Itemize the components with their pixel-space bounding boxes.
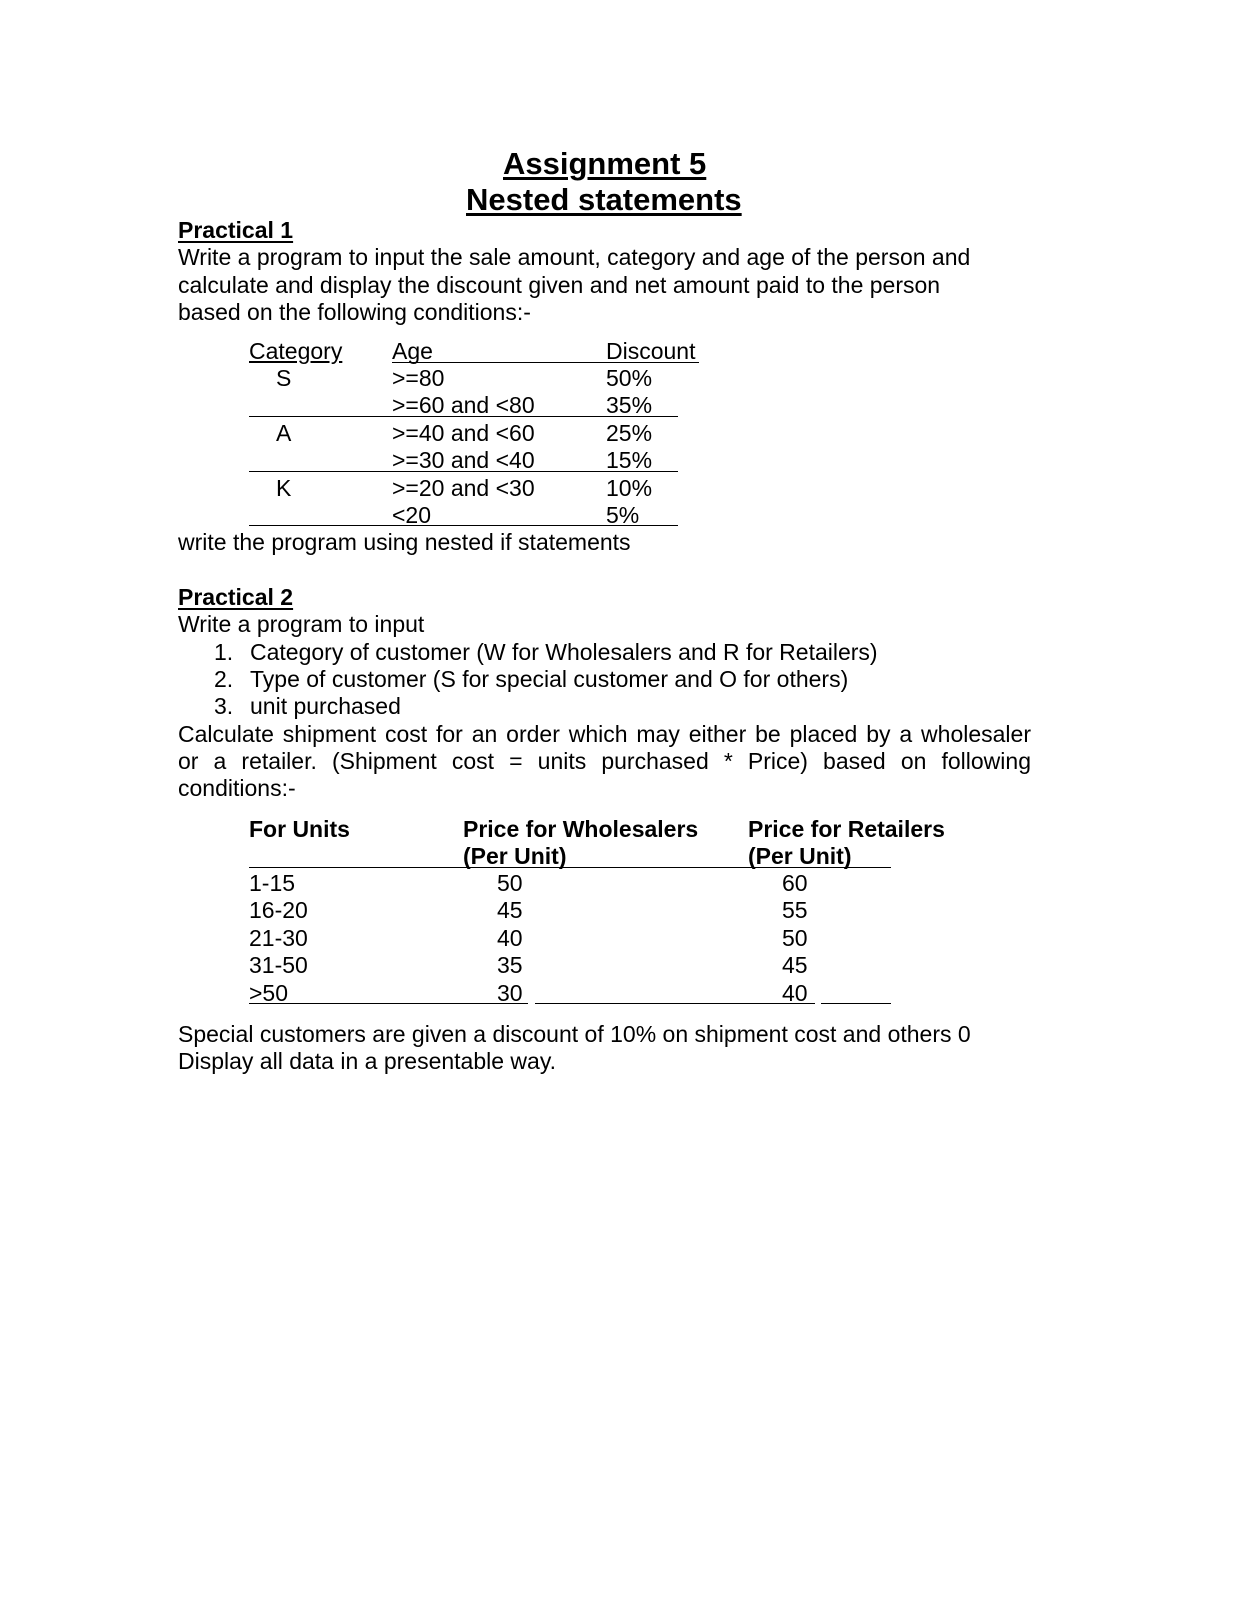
wholesale-price-cell: 40 [497,925,523,951]
page-title: Assignment 5 [503,146,707,181]
discount-cell: 5% [606,502,640,528]
retail-price-cell: 45 [782,952,808,978]
units-cell: 1-15 [249,870,296,896]
units-cell: 16-20 [249,897,308,923]
wholesale-price-cell: 35 [497,952,523,978]
practical-2-paragraph-line: conditions:- [178,775,296,801]
table-bottom-rule [535,1003,815,1004]
list-number: 3. [214,693,234,719]
group-divider [249,525,678,526]
wholesale-price-cell: 45 [497,897,523,923]
category-cell: A [276,420,292,446]
practical-1-line: based on the following conditions:- [178,299,531,325]
discount-cell: 50% [606,365,653,391]
closing-line: Display all data in a presentable way. [178,1048,557,1074]
wholesale-price-cell: 50 [497,870,523,896]
table-bottom-rule [249,1003,528,1004]
group-divider [249,471,678,472]
list-item: Type of customer (S for special customer and O for others) [250,666,849,692]
wholesale-price-cell: 30 [497,980,523,1006]
practical-2-paragraph-line: or a retailer. (Shipment cost = units purchased * Price) based on following [178,748,1031,774]
table-header-age: Age [392,338,433,364]
closing-line: Special customers are given a discount of 10% on shipment cost and others 0 [178,1021,971,1047]
category-cell: K [276,475,292,501]
retail-price-cell: 55 [782,897,808,923]
retail-price-cell: 50 [782,925,808,951]
retail-price-cell: 60 [782,870,808,896]
practical-2-paragraph-line: Calculate shipment cost for an order which may either be placed by a wholesaler [178,721,1031,747]
discount-cell: 10% [606,475,653,501]
table-header-discount: Discount [606,338,696,364]
units-cell: 21-30 [249,925,308,951]
table-header-category: Category [249,338,343,364]
table-header-wholesale: Price for Wholesalers [463,816,699,842]
age-cell: <20 [392,502,432,528]
page-subtitle: Nested statements [466,182,742,217]
table-bottom-rule [821,1003,891,1004]
units-cell: 31-50 [249,952,308,978]
units-cell: >50 [249,980,289,1006]
list-number: 1. [214,639,234,665]
table-header-retail: Price for Retailers [748,816,945,842]
list-number: 2. [214,666,234,692]
discount-cell: 25% [606,420,653,446]
practical-1-line: calculate and display the discount given and net amount paid to the person [178,272,941,298]
practical-2-intro: Write a program to input [178,611,425,637]
practical-1-heading: Practical 1 [178,217,294,243]
table-header-units: For Units [249,816,350,842]
header-underline [392,362,699,363]
discount-cell: 35% [606,392,653,418]
header-underline [249,867,891,868]
age-cell: >=80 [392,365,445,391]
age-cell: >=30 and <40 [392,447,535,473]
list-item: unit purchased [250,693,401,719]
practical-1-line: Write a program to input the sale amount, category and age of the person and [178,244,971,270]
age-cell: >=60 and <80 [392,392,535,418]
practical-1-footer: write the program using nested if statements [178,529,631,555]
table-header-per-unit: (Per Unit) [748,843,852,869]
list-item: Category of customer (W for Wholesalers and R for Retailers) [250,639,878,665]
discount-cell: 15% [606,447,653,473]
practical-2-heading: Practical 2 [178,584,294,610]
group-divider [249,416,678,417]
age-cell: >=20 and <30 [392,475,535,501]
category-cell: S [276,365,292,391]
table-header-per-unit: (Per Unit) [463,843,567,869]
retail-price-cell: 40 [782,980,808,1006]
age-cell: >=40 and <60 [392,420,535,446]
